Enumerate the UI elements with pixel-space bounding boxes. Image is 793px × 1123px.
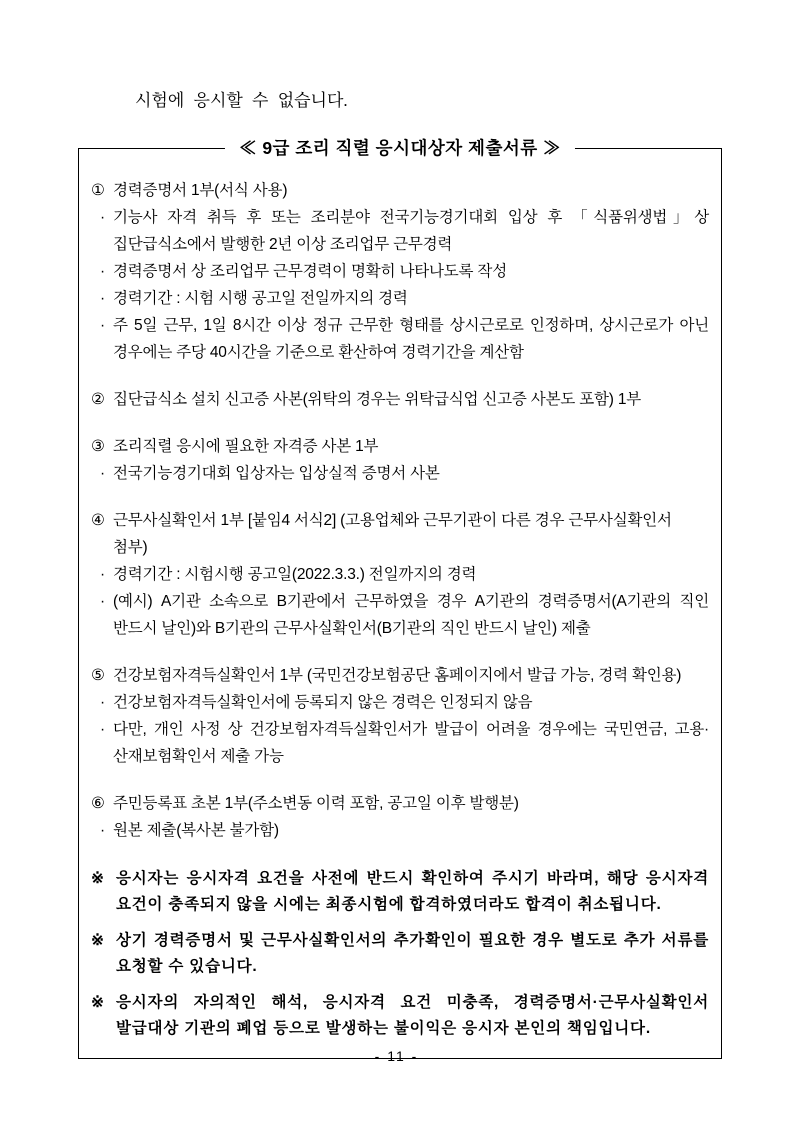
bullet-marker: · [100, 593, 105, 610]
caution-note-1 [91, 866, 709, 918]
caution-note-2 [91, 928, 709, 980]
note-text: 응시자의 자의적인 해석, 응시자격 요건 미충족, 경력증명서·근무사실확인서 발급대상 기관의 폐업 등으로 발생하는 불이익은 응시자 본인의 책임입니다. [116, 994, 709, 1037]
bullet-marker: · [100, 290, 105, 307]
note-marker: ※ [91, 870, 105, 887]
bullet-marker: · [100, 721, 105, 738]
item-6-number: ⑥ [91, 795, 105, 812]
item-2-title: 집단급식소 설치 신고증 사본(위탁의 경우는 위탁급식업 신고증 사본도 포함) 1부 [113, 391, 642, 408]
bullet-marker: · [100, 566, 105, 583]
bullet-marker: · [100, 209, 105, 226]
item-4-head [91, 507, 709, 561]
submission-documents-box [78, 138, 722, 1059]
item-3-head [91, 433, 709, 460]
bullet-marker: · [100, 263, 105, 280]
item-5-number: ⑤ [91, 667, 105, 684]
bullet-text: 원본 제출(복사본 불가함) [113, 822, 279, 839]
item-2-number: ② [91, 391, 105, 408]
caution-note-3 [91, 990, 709, 1042]
note-text: 응시자는 응시자격 요건을 사전에 반드시 확인하여 주시기 바라며, 해당 응시자격 요건이 충족되지 않을 시에는 최종시험에 합격하였더라도 합격이 취소됩니다. [116, 870, 709, 913]
item-6-head [91, 790, 709, 817]
bullet-text: 기능사 자격 취득 후 또는 조리분야 전국기능경기대회 입상 후 「식품위생법」상 집단급식소에서 발행한 2년 이상 조리업무 근무경력 [113, 209, 709, 253]
item-4-title: 근무사실확인서 1부 [붙임4 서식2] (고용업체와 근무기관이 다른 경우 근무사실확인서 첨부) [113, 512, 672, 556]
bullet-marker: · [100, 317, 105, 334]
bullet-text: 다만, 개인 사정 상 건강보험자격득실확인서가 발급이 어려울 경우에는 국민연금, 고용·산재보험확인서 제출 가능 [113, 721, 709, 765]
item-2-head [91, 386, 709, 413]
document-item-6 [91, 790, 709, 844]
bullet-text: 경력증명서 상 조리업무 근무경력이 명확히 나타나도록 작성 [113, 263, 507, 280]
item-1-number: ① [91, 182, 105, 199]
note-marker: ※ [91, 932, 105, 949]
item-5-title: 건강보험자격득실확인서 1부 (국민건강보험공단 홈페이지에서 발급 가능, 경력 확인용) [113, 667, 682, 684]
item-5-bullet-2 [91, 716, 709, 770]
note-text: 상기 경력증명서 및 근무사실확인서의 추가확인이 필요한 경우 별도로 추가 서류를 요청할 수 있습니다. [116, 932, 709, 975]
item-5-head [91, 662, 709, 689]
item-4-number: ④ [91, 512, 105, 529]
page-number: - 11 - [374, 1048, 419, 1064]
bullet-text: 경력기간 : 시험 시행 공고일 전일까지의 경력 [113, 290, 408, 307]
item-1-bullet-3 [91, 285, 709, 312]
bullet-marker: · [100, 822, 105, 839]
item-6-bullet-1 [91, 817, 709, 844]
bullet-text: 건강보험자격득실확인서에 등록되지 않은 경력은 인정되지 않음 [113, 694, 533, 711]
note-marker: ※ [91, 994, 105, 1011]
document-item-5 [91, 662, 709, 770]
bullet-text: 주 5일 근무, 1일 8시간 이상 정규 근무한 형태를 상시근로로 인정하며, 상시근로가 아닌 경우에는 주당 40시간을 기준으로 환산하여 경력기간을 계산함 [113, 317, 709, 361]
item-6-title: 주민등록표 초본 1부(주소변동 이력 포함, 공고일 이후 발행분) [113, 795, 519, 812]
document-item-2 [91, 386, 709, 413]
document-item-1 [91, 177, 709, 366]
bullet-text: (예시) A기관 소속으로 B기관에서 근무하였을 경우 A기관의 경력증명서(A기관의 직인 반드시 날인)와 B기관의 근무사실확인서(B기관의 직인 반드시 날인) 제출 [113, 593, 709, 637]
document-item-3 [91, 433, 709, 487]
caution-notes [91, 866, 709, 1042]
item-4-bullet-2 [91, 588, 709, 642]
item-5-bullet-1 [91, 689, 709, 716]
bullet-marker: · [100, 465, 105, 482]
item-1-head [91, 177, 709, 204]
item-4-bullet-1 [91, 561, 709, 588]
item-1-bullet-4 [91, 312, 709, 366]
item-1-bullet-1 [91, 204, 709, 258]
item-3-number: ③ [91, 438, 105, 455]
bullet-text: 전국기능경기대회 입상자는 입상실적 증명서 사본 [113, 465, 440, 482]
intro-text: 시험에 응시할 수 없습니다. [135, 91, 348, 110]
bullet-marker: · [100, 694, 105, 711]
bullet-text: 경력기간 : 시험시행 공고일(2022.3.3.) 전일까지의 경력 [113, 566, 477, 583]
document-item-4 [91, 507, 709, 642]
item-3-bullet-1 [91, 460, 709, 487]
item-1-bullet-2 [91, 258, 709, 285]
box-title: ≪ 9급 조리 직렬 응시대상자 제출서류 ≫ [225, 136, 575, 160]
item-1-title: 경력증명서 1부(서식 사용) [113, 182, 288, 199]
item-3-title: 조리직렬 응시에 필요한 자격증 사본 1부 [113, 438, 379, 455]
